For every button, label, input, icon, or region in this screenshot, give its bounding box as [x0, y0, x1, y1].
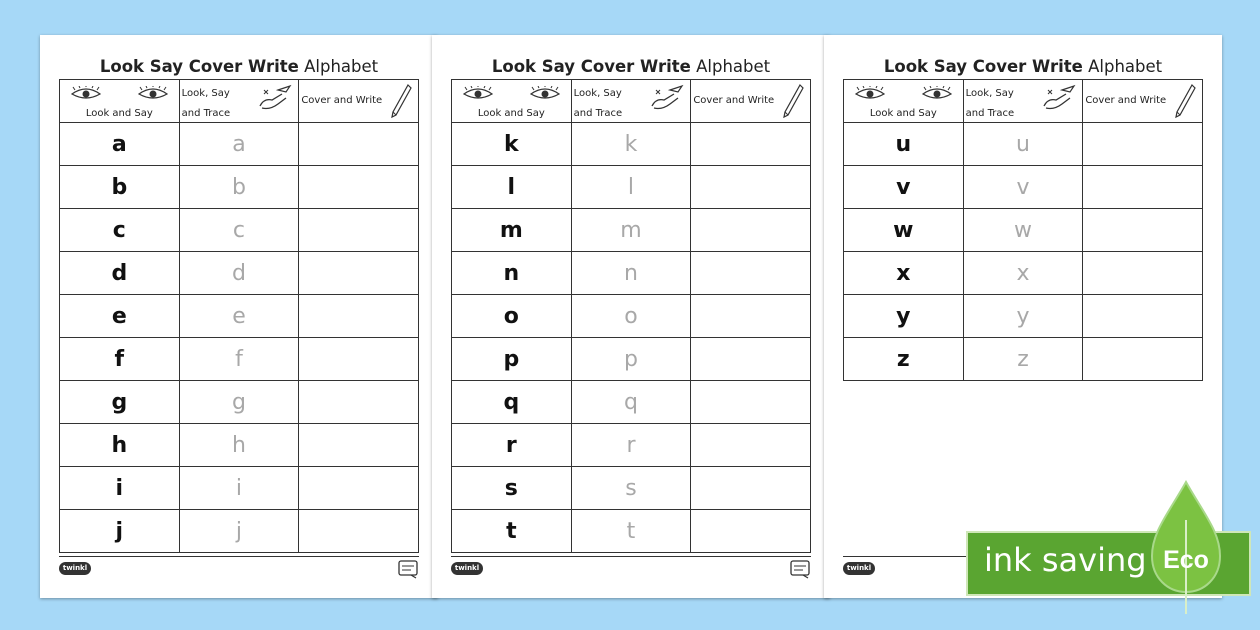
letter-cell: w — [844, 209, 964, 252]
table-row — [60, 510, 419, 553]
trace-cell: m — [571, 209, 691, 252]
table-row — [452, 424, 811, 467]
alphabet-table — [843, 79, 1203, 381]
eye-icon — [137, 86, 169, 100]
write-cell — [691, 467, 811, 510]
header-trace-label: Look, Say and Trace — [965, 88, 1015, 119]
letter-cell: k — [452, 123, 572, 166]
table-row — [452, 252, 811, 295]
eye-icon — [70, 86, 102, 100]
table-row — [844, 209, 1203, 252]
table-row — [60, 424, 419, 467]
alphabet-table — [59, 79, 419, 553]
footer-line — [451, 556, 811, 557]
letter-cell: z — [844, 338, 964, 381]
trace-cell: e — [179, 295, 299, 338]
trace-cell: b — [179, 166, 299, 209]
trace-cell: d — [179, 252, 299, 295]
twinkl-logo: twinkl — [451, 562, 483, 575]
trace-cell: f — [179, 338, 299, 381]
trace-cell: g — [179, 381, 299, 424]
header-look-and-say — [844, 80, 964, 123]
footer-line — [59, 556, 419, 557]
write-cell — [691, 381, 811, 424]
write-cell — [691, 123, 811, 166]
eye-icon — [854, 86, 886, 100]
page-title: Look Say Cover Write Alphabet — [883, 57, 1163, 76]
trace-cell: v — [963, 166, 1083, 209]
letter-cell: b — [60, 166, 180, 209]
header-look-label: Look and Say — [869, 108, 937, 119]
table-row — [452, 295, 811, 338]
header-trace-label: Look, Say and Trace — [181, 88, 231, 119]
write-cell — [1083, 123, 1203, 166]
table-row — [60, 123, 419, 166]
write-cell — [299, 209, 419, 252]
twinkl-logo: twinkl — [843, 562, 875, 575]
trace-cell: l — [571, 166, 691, 209]
trace-cell: r — [571, 424, 691, 467]
header-look-label: Look and Say — [85, 108, 153, 119]
letter-cell: h — [60, 424, 180, 467]
letter-cell: g — [60, 381, 180, 424]
table-row — [844, 166, 1203, 209]
header-cover-and-write — [691, 80, 811, 123]
trace-cell: u — [963, 123, 1083, 166]
trace-cell: i — [179, 467, 299, 510]
letter-cell: j — [60, 510, 180, 553]
hand-writing-icon — [648, 84, 684, 112]
table-row — [844, 338, 1203, 381]
pencil-icon — [782, 83, 804, 119]
write-cell — [299, 510, 419, 553]
write-cell — [299, 381, 419, 424]
pencil-icon — [390, 83, 412, 119]
header-look-and-say — [452, 80, 572, 123]
letter-cell: l — [452, 166, 572, 209]
write-cell — [1083, 295, 1203, 338]
write-cell — [691, 510, 811, 553]
eye-icon — [921, 86, 953, 100]
letter-cell: c — [60, 209, 180, 252]
table-row — [844, 295, 1203, 338]
table-row — [452, 467, 811, 510]
letter-cell: y — [844, 295, 964, 338]
header-write-label: Cover and Write — [301, 95, 383, 106]
header-cover-and-write — [1083, 80, 1203, 123]
table-row — [60, 295, 419, 338]
trace-cell: x — [963, 252, 1083, 295]
header-look-label: Look and Say — [477, 108, 545, 119]
write-cell — [691, 209, 811, 252]
twinkl-logo: twinkl — [59, 562, 91, 575]
trace-cell: p — [571, 338, 691, 381]
checklist-badge-icon — [789, 559, 811, 579]
page-title: Look Say Cover Write Alphabet — [491, 57, 771, 76]
eco-badge-label: Eco — [1163, 546, 1209, 574]
trace-cell: j — [179, 510, 299, 553]
write-cell — [299, 252, 419, 295]
write-cell — [691, 295, 811, 338]
letter-cell: v — [844, 166, 964, 209]
header-cover-and-write — [299, 80, 419, 123]
header-write-label: Cover and Write — [693, 95, 775, 106]
table-row — [60, 252, 419, 295]
table-row — [452, 381, 811, 424]
trace-cell: k — [571, 123, 691, 166]
write-cell — [299, 123, 419, 166]
trace-cell: c — [179, 209, 299, 252]
trace-cell: a — [179, 123, 299, 166]
hand-writing-icon — [256, 84, 292, 112]
worksheet-page-1 — [40, 35, 438, 598]
trace-cell: o — [571, 295, 691, 338]
table-row — [452, 123, 811, 166]
header-look-and-say — [60, 80, 180, 123]
table-row — [60, 166, 419, 209]
eco-leaf-icon — [1148, 480, 1224, 616]
table-row — [452, 166, 811, 209]
header-write-label: Cover and Write — [1085, 95, 1167, 106]
letter-cell: x — [844, 252, 964, 295]
write-cell — [691, 252, 811, 295]
letter-cell: r — [452, 424, 572, 467]
letter-cell: u — [844, 123, 964, 166]
letter-cell: a — [60, 123, 180, 166]
write-cell — [1083, 252, 1203, 295]
letter-cell: t — [452, 510, 572, 553]
hand-writing-icon — [1040, 84, 1076, 112]
table-row — [60, 209, 419, 252]
header-look-say-trace — [179, 80, 299, 123]
trace-cell: w — [963, 209, 1083, 252]
write-cell — [1083, 209, 1203, 252]
letter-cell: o — [452, 295, 572, 338]
trace-cell: t — [571, 510, 691, 553]
letter-cell: i — [60, 467, 180, 510]
write-cell — [299, 295, 419, 338]
write-cell — [299, 166, 419, 209]
letter-cell: f — [60, 338, 180, 381]
letter-cell: d — [60, 252, 180, 295]
header-look-say-trace — [571, 80, 691, 123]
trace-cell: n — [571, 252, 691, 295]
letter-cell: q — [452, 381, 572, 424]
trace-cell: h — [179, 424, 299, 467]
page-title: Look Say Cover Write Alphabet — [99, 57, 379, 76]
write-cell — [691, 338, 811, 381]
write-cell — [1083, 166, 1203, 209]
write-cell — [299, 338, 419, 381]
table-row — [60, 338, 419, 381]
table-row — [452, 338, 811, 381]
table-row — [844, 123, 1203, 166]
checklist-badge-icon — [397, 559, 419, 579]
trace-cell: q — [571, 381, 691, 424]
header-look-say-trace — [963, 80, 1083, 123]
trace-cell: y — [963, 295, 1083, 338]
write-cell — [299, 424, 419, 467]
write-cell — [1083, 338, 1203, 381]
eye-icon — [529, 86, 561, 100]
letter-cell: e — [60, 295, 180, 338]
table-row — [60, 381, 419, 424]
trace-cell: s — [571, 467, 691, 510]
table-row — [60, 467, 419, 510]
alphabet-table — [451, 79, 811, 553]
letter-cell: m — [452, 209, 572, 252]
header-trace-label: Look, Say and Trace — [573, 88, 623, 119]
worksheet-page-2 — [432, 35, 830, 598]
pencil-icon — [1174, 83, 1196, 119]
table-row — [844, 252, 1203, 295]
letter-cell: s — [452, 467, 572, 510]
ink-saving-label: ink saving — [984, 541, 1147, 579]
table-row — [452, 510, 811, 553]
write-cell — [299, 467, 419, 510]
letter-cell: n — [452, 252, 572, 295]
eye-icon — [462, 86, 494, 100]
table-row — [452, 209, 811, 252]
trace-cell: z — [963, 338, 1083, 381]
letter-cell: p — [452, 338, 572, 381]
write-cell — [691, 166, 811, 209]
write-cell — [691, 424, 811, 467]
